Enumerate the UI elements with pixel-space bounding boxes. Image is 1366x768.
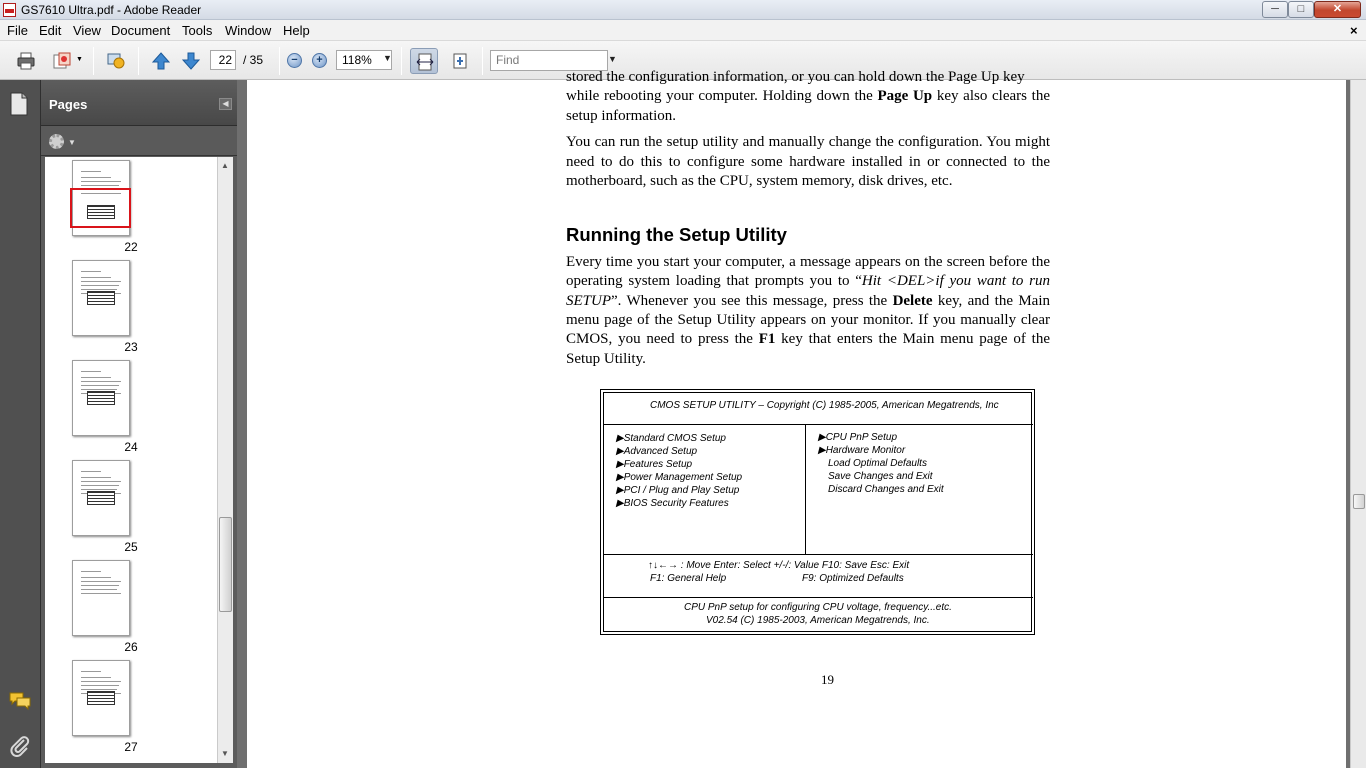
scroll-down-icon[interactable]: ▼ — [221, 749, 229, 758]
thumbnail-text-line — [81, 171, 101, 172]
bios-left-item: ▶PCI / Plug and Play Setup — [616, 485, 740, 496]
document-scrollbar[interactable] — [1350, 80, 1366, 768]
panel-scroll-thumb[interactable] — [219, 517, 232, 612]
bios-left-item: ▶Advanced Setup — [616, 446, 698, 457]
toolbar-separator — [279, 47, 280, 75]
bios-right-item: Save Changes and Exit — [828, 471, 933, 482]
panel-header — [41, 80, 237, 126]
text-run-bold: Delete — [892, 292, 933, 309]
bios-header: CMOS SETUP UTILITY – Copyright (C) 1985-2005, American Megatrends, Inc — [650, 400, 999, 411]
printer-icon — [17, 52, 35, 70]
panel-title: Pages — [49, 97, 88, 112]
thumbnail-text-line — [81, 581, 121, 582]
close-button[interactable]: ✕ — [1314, 1, 1361, 18]
thumbnail-text-line — [81, 477, 111, 478]
thumbnail-page-label: 22 — [124, 240, 138, 254]
text-run: key, and the Main menu page of the Setup Utility appears on your monitor. If you manually clear CMOS, you need to press the — [566, 292, 1050, 348]
page-thumbnail[interactable] — [72, 260, 130, 336]
thumbnail-page-label: 26 — [124, 640, 138, 654]
thumbnail-figure — [87, 491, 115, 505]
create-pdf-button[interactable] — [48, 48, 84, 74]
page-number-input[interactable]: 22 — [210, 50, 236, 70]
thumbnail-text-line — [81, 571, 101, 572]
pdf-page — [247, 69, 1346, 768]
thumbnail-text-line — [81, 271, 101, 272]
thumbnail-page-label: 25 — [124, 540, 138, 554]
options-dropdown-icon[interactable]: ▼ — [68, 138, 76, 147]
bios-footer-row — [604, 598, 1033, 633]
title-bar — [0, 0, 1366, 20]
thumbnail-text-line — [81, 289, 117, 290]
zoom-out-button[interactable]: − — [287, 53, 302, 68]
toolbar-separator — [401, 47, 402, 75]
paragraph — [566, 87, 1050, 126]
thumbnail-text-line — [81, 489, 117, 490]
minimize-button[interactable]: ─ — [1262, 1, 1288, 18]
thumbnail-page-label: 24 — [124, 440, 138, 454]
close-document-button[interactable]: × — [1350, 23, 1358, 38]
zoom-dropdown-icon[interactable]: ▼ — [383, 53, 392, 63]
zoom-level-select[interactable]: 118% — [336, 50, 392, 70]
scrolling-mode-button[interactable] — [410, 48, 438, 74]
panel-scrollbar[interactable] — [217, 157, 233, 763]
adobe-reader-icon — [3, 3, 16, 17]
create-pdf-icon — [53, 52, 71, 70]
thumbnail-text-line — [81, 277, 111, 278]
thumbnail-text-line — [81, 671, 101, 672]
bios-keys-row — [604, 555, 1033, 598]
text-run: ”. Whenever you see this message, press the — [611, 292, 893, 309]
thumbnail-page-label: 27 — [124, 740, 138, 754]
thumbnail-text-line — [81, 471, 101, 472]
panel-options-bar — [41, 126, 237, 156]
bios-keys-help: F1: General Help — [650, 573, 727, 584]
find-input[interactable]: Find — [490, 50, 608, 71]
thumbnail-text-line — [81, 485, 119, 486]
bios-menu-row — [604, 425, 1033, 555]
text-run: key also clears the setup information. — [566, 88, 1050, 124]
bios-keys-defaults: F9: Optimized Defaults — [802, 573, 904, 584]
thumbnail-text-line — [81, 577, 111, 578]
menu-edit[interactable]: Edit — [39, 23, 62, 38]
bios-right-item: Load Optimal Defaults — [828, 458, 927, 469]
comments-icon[interactable] — [9, 692, 31, 710]
next-page-button[interactable] — [177, 48, 205, 74]
thumbnail-text-line — [81, 389, 117, 390]
pages-panel — [41, 80, 237, 768]
page-thumbnail[interactable] — [72, 360, 130, 436]
dropdown-arrow-icon: ▼ — [76, 56, 83, 63]
bios-footer-line: V02.54 (C) 1985-2003, American Megatrends, Inc. — [706, 615, 930, 626]
text-run: key that enters the Main menu page of the Setup Utility. — [566, 331, 1050, 367]
thumbnail-text-line — [81, 381, 121, 382]
bios-right-item: Discard Changes and Exit — [828, 484, 944, 495]
thumbnail-text-line — [81, 185, 119, 186]
bios-screenshot-figure — [600, 389, 1035, 635]
thumbnail-figure — [87, 291, 115, 305]
gear-icon[interactable] — [49, 134, 64, 149]
window-title: GS7610 Ultra.pdf - Adobe Reader — [21, 3, 202, 17]
find-dropdown-icon[interactable]: ▼ — [608, 54, 617, 64]
thumbnail-text-line — [81, 377, 111, 378]
text-run-bold: F1 — [758, 331, 776, 348]
thumbnail-text-line — [81, 677, 111, 678]
bios-left-item: ▶BIOS Security Features — [616, 498, 729, 509]
thumbnail-text-line — [81, 593, 121, 594]
menu-document[interactable]: Document — [111, 23, 171, 38]
print-button[interactable] — [12, 48, 40, 74]
thumbnail-text-line — [81, 481, 121, 482]
thumbnail-text-line — [81, 371, 101, 372]
bios-left-item: ▶Power Management Setup — [616, 472, 743, 483]
thumbnail-text-line — [81, 385, 119, 386]
menu-help[interactable]: Help — [283, 23, 310, 38]
page-count: / 35 — [243, 53, 264, 67]
visible-area-highlight[interactable] — [70, 188, 131, 228]
page-thumbnail[interactable] — [72, 660, 130, 736]
bios-footer-line: CPU PnP setup for configuring CPU voltage, frequency...etc. — [684, 602, 952, 613]
bios-header-row — [604, 393, 1033, 425]
thumbnail-page-label: 23 — [124, 340, 138, 354]
navigation-strip — [0, 80, 41, 768]
text-run-bold: Page Up — [877, 88, 933, 105]
text-run: Every time you start your computer, a message appears on the screen before the operating system loading that prompts you to “ — [566, 253, 1050, 290]
paragraph: You can run the setup utility and manually change the configuration. You might need to do this to configure some hardware installed in or connected to the motherboard, such as the CPU, system memory, disk drives, etc. — [566, 134, 1050, 190]
bios-right-item: ▶Hardware Monitor — [818, 445, 906, 456]
toolbar-separator — [138, 47, 139, 75]
thumbnail-text-line — [81, 681, 121, 682]
text-run-italic: Hit <DEL>if you want to run SETUP — [566, 273, 1050, 309]
bios-frame — [603, 392, 1032, 632]
thumbnail-text-line — [81, 285, 119, 286]
page-thumbnail[interactable] — [72, 460, 130, 536]
thumbnail-figure — [87, 391, 115, 405]
fit-page-button[interactable] — [446, 48, 474, 74]
bios-left-item: ▶Standard CMOS Setup — [616, 433, 726, 444]
maximize-button[interactable]: □ — [1288, 1, 1314, 18]
scroll-up-icon[interactable]: ▲ — [221, 161, 229, 170]
thumbnail-list — [45, 157, 217, 763]
partial-line: stored the configuration information, or you can hold down the Page Up key — [566, 69, 1025, 85]
menu-tools[interactable]: Tools — [182, 23, 213, 38]
zoom-in-button[interactable]: + — [312, 53, 327, 68]
collaborate-icon — [107, 52, 125, 70]
page-number: 19 — [821, 672, 834, 687]
pages-panel-icon[interactable] — [9, 92, 29, 116]
text-run: while rebooting your computer. Holding down the — [566, 88, 878, 105]
collaborate-button[interactable] — [102, 48, 130, 74]
fit-page-icon — [451, 52, 469, 70]
document-area — [237, 69, 1350, 768]
menu-view[interactable]: View — [73, 23, 101, 38]
thumbnail-text-line — [81, 177, 111, 178]
thumbnail-text-line — [81, 689, 117, 690]
bios-right-item: ▶CPU PnP Setup — [818, 432, 898, 443]
toolbar-separator — [93, 47, 94, 75]
thumbnail-text-line — [81, 589, 117, 590]
thumbnail-text-line — [81, 181, 121, 182]
menu-bar — [0, 20, 1366, 41]
collapse-panel-button[interactable]: ◀ — [219, 98, 232, 110]
paragraph — [566, 253, 1050, 369]
thumbnail-text-line — [81, 281, 121, 282]
thumbnail-text-line — [81, 585, 119, 586]
section-heading: Running the Setup Utility — [566, 224, 787, 246]
bios-left-item: ▶Features Setup — [616, 459, 693, 470]
thumbnail-text-line — [81, 685, 119, 686]
arrow-up-icon — [152, 52, 170, 70]
document-body — [566, 69, 1050, 376]
previous-page-button[interactable] — [147, 48, 175, 74]
menu-file[interactable]: File — [7, 23, 28, 38]
page-thumbnail[interactable] — [72, 560, 130, 636]
arrow-down-icon — [182, 52, 200, 70]
menu-window[interactable]: Window — [225, 23, 272, 38]
attachments-icon[interactable] — [9, 734, 31, 756]
document-scroll-thumb[interactable] — [1353, 494, 1365, 509]
bios-keys-line: ↑↓←→ : Move Enter: Select +/-/: Value F10: Save Esc: Exit — [648, 560, 910, 571]
toolbar-separator — [482, 47, 483, 75]
thumbnail-figure — [87, 691, 115, 705]
fit-width-icon — [416, 53, 434, 71]
